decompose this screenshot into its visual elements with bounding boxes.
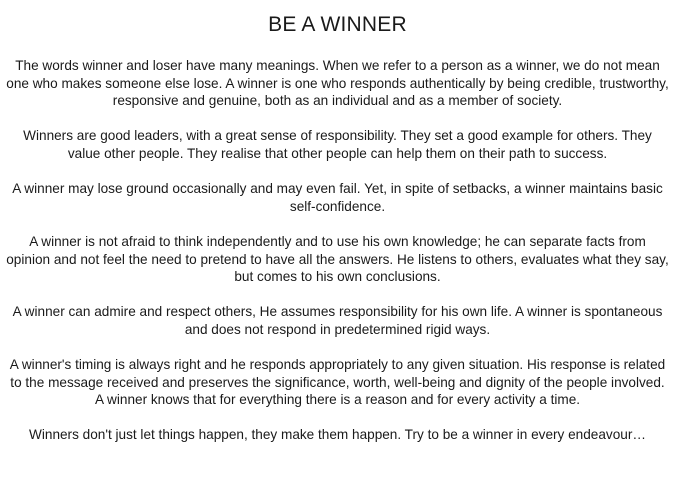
page-title: BE A WINNER — [268, 13, 407, 36]
paragraph-independence: A winner is not afraid to think independently and to use his own knowledge; he can separate facts from opinion and not feel the need to pretend to have all the answers. He listens to others, evaluates what they say, but comes to his own conclusions. — [6, 233, 669, 285]
paragraph-setbacks: A winner may lose ground occasionally and may even fail. Yet, in spite of setbacks, a winner maintains basic self-confidence. — [12, 181, 663, 214]
paragraph-leaders: Winners are good leaders, with a great sense of responsibility. They set a good example for others. They value other people. They realise that other people can help them on their path to success. — [23, 128, 652, 161]
paragraph-definition: The words winner and loser have many meanings. When we refer to a person as a winner, we do not mean one who makes someone else lose. A winner is one who responds authentically by being credible, trustworthy, responsive and genuine, both as an individual and as a member of society. — [6, 58, 669, 109]
paragraph-respect: A winner can admire and respect others, He assumes responsibility for his own life. A winner is spontaneous and does not respond in predetermined rigid ways. — [12, 304, 663, 337]
paragraph-conclusion: Winners don't just let things happen, they make them happen. Try to be a winner in every endeavour… — [29, 427, 646, 443]
paragraph-timing: A winner's timing is always right and he responds appropriately to any given situation. His response is related to the message received and preserves the significance, worth, well-being and dignity of the people involved. A winner knows that for everything there is a reason and for every activity a time. — [9, 357, 666, 408]
